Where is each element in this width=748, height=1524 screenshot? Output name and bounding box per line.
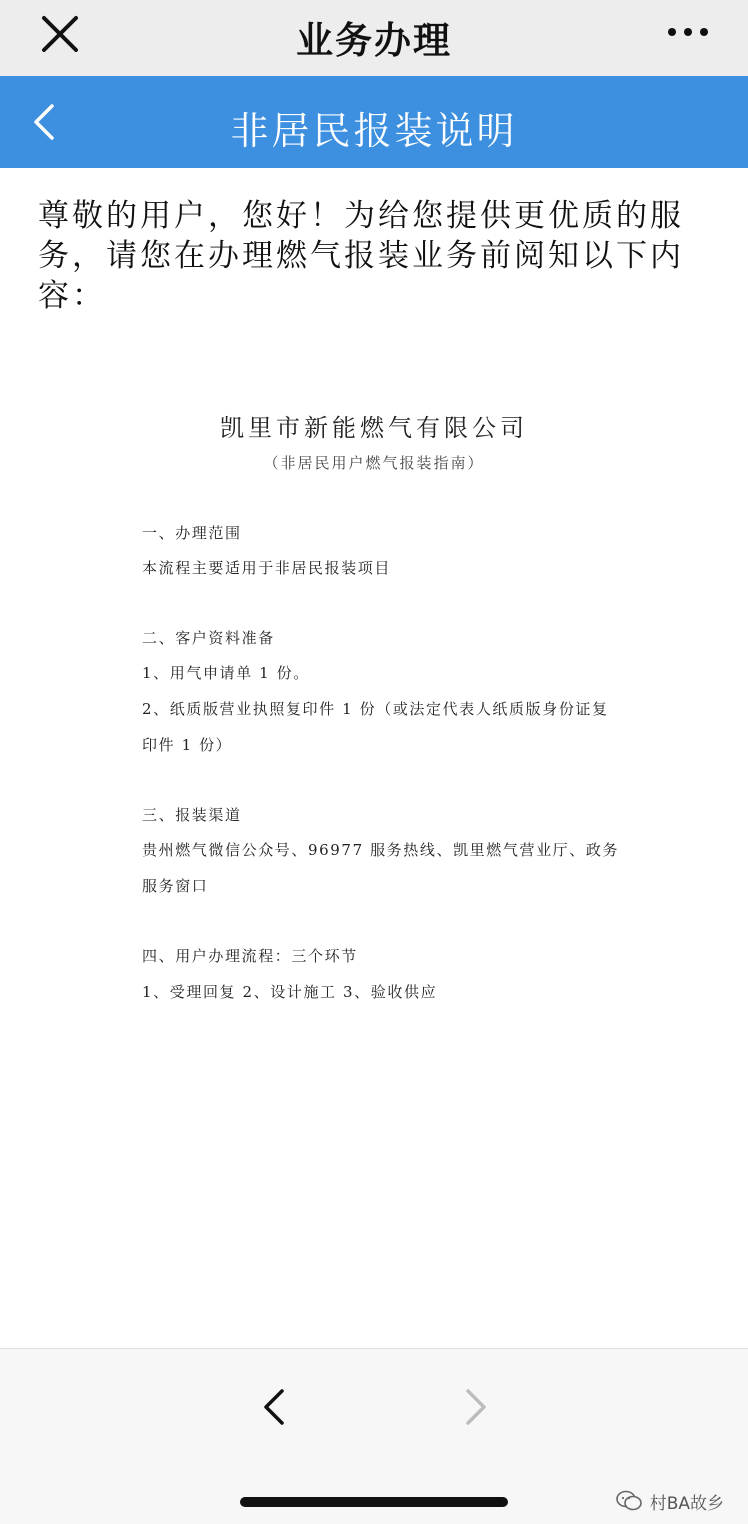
section-line: 1、受理回复 2、设计施工 3、验收供应 [142,983,438,1001]
top-title-bar [0,0,748,76]
chevron-right-icon [462,1385,490,1429]
blue-header [0,76,748,168]
section-heading: 一、办理范围 [142,524,242,542]
section-line: 印件 1 份） [142,736,233,754]
section-line: 服务窗口 [142,877,209,895]
intro-text: 尊敬的用户，您好！为给您提供更优质的服务，请您在办理燃气报装业务前阅知以下内容： [38,198,684,314]
page-title: 业务办理 [296,19,452,62]
header-title: 非居民报装说明 [230,109,518,153]
more-dots-icon[interactable] [666,22,710,42]
section-line: 2、纸质版营业执照复印件 1 份（或法定代表人纸质版身份证复 [142,700,609,718]
wechat-icon [616,1490,642,1512]
section-line: 本流程主要适用于非居民报装项目 [142,559,392,577]
section-heading: 四、用户办理流程：三个环节 [142,947,358,965]
home-indicator[interactable] [240,1497,508,1507]
section-heading: 三、报装渠道 [142,806,242,824]
section-line: 贵州燃气微信公众号、96977 服务热线、凯里燃气营业厅、政务 [142,841,620,859]
document-subtitle: （非居民用户燃气报装指南） [263,454,485,472]
chevron-left-icon[interactable] [260,1385,288,1429]
section-heading: 二、客户资料准备 [142,629,275,647]
section-line: 1、用气申请单 1 份。 [142,664,310,682]
watermark-text: 村BA故乡 [649,1493,724,1514]
watermark [616,1488,724,1514]
document-company: 凯里市新能燃气有限公司 [220,414,528,442]
